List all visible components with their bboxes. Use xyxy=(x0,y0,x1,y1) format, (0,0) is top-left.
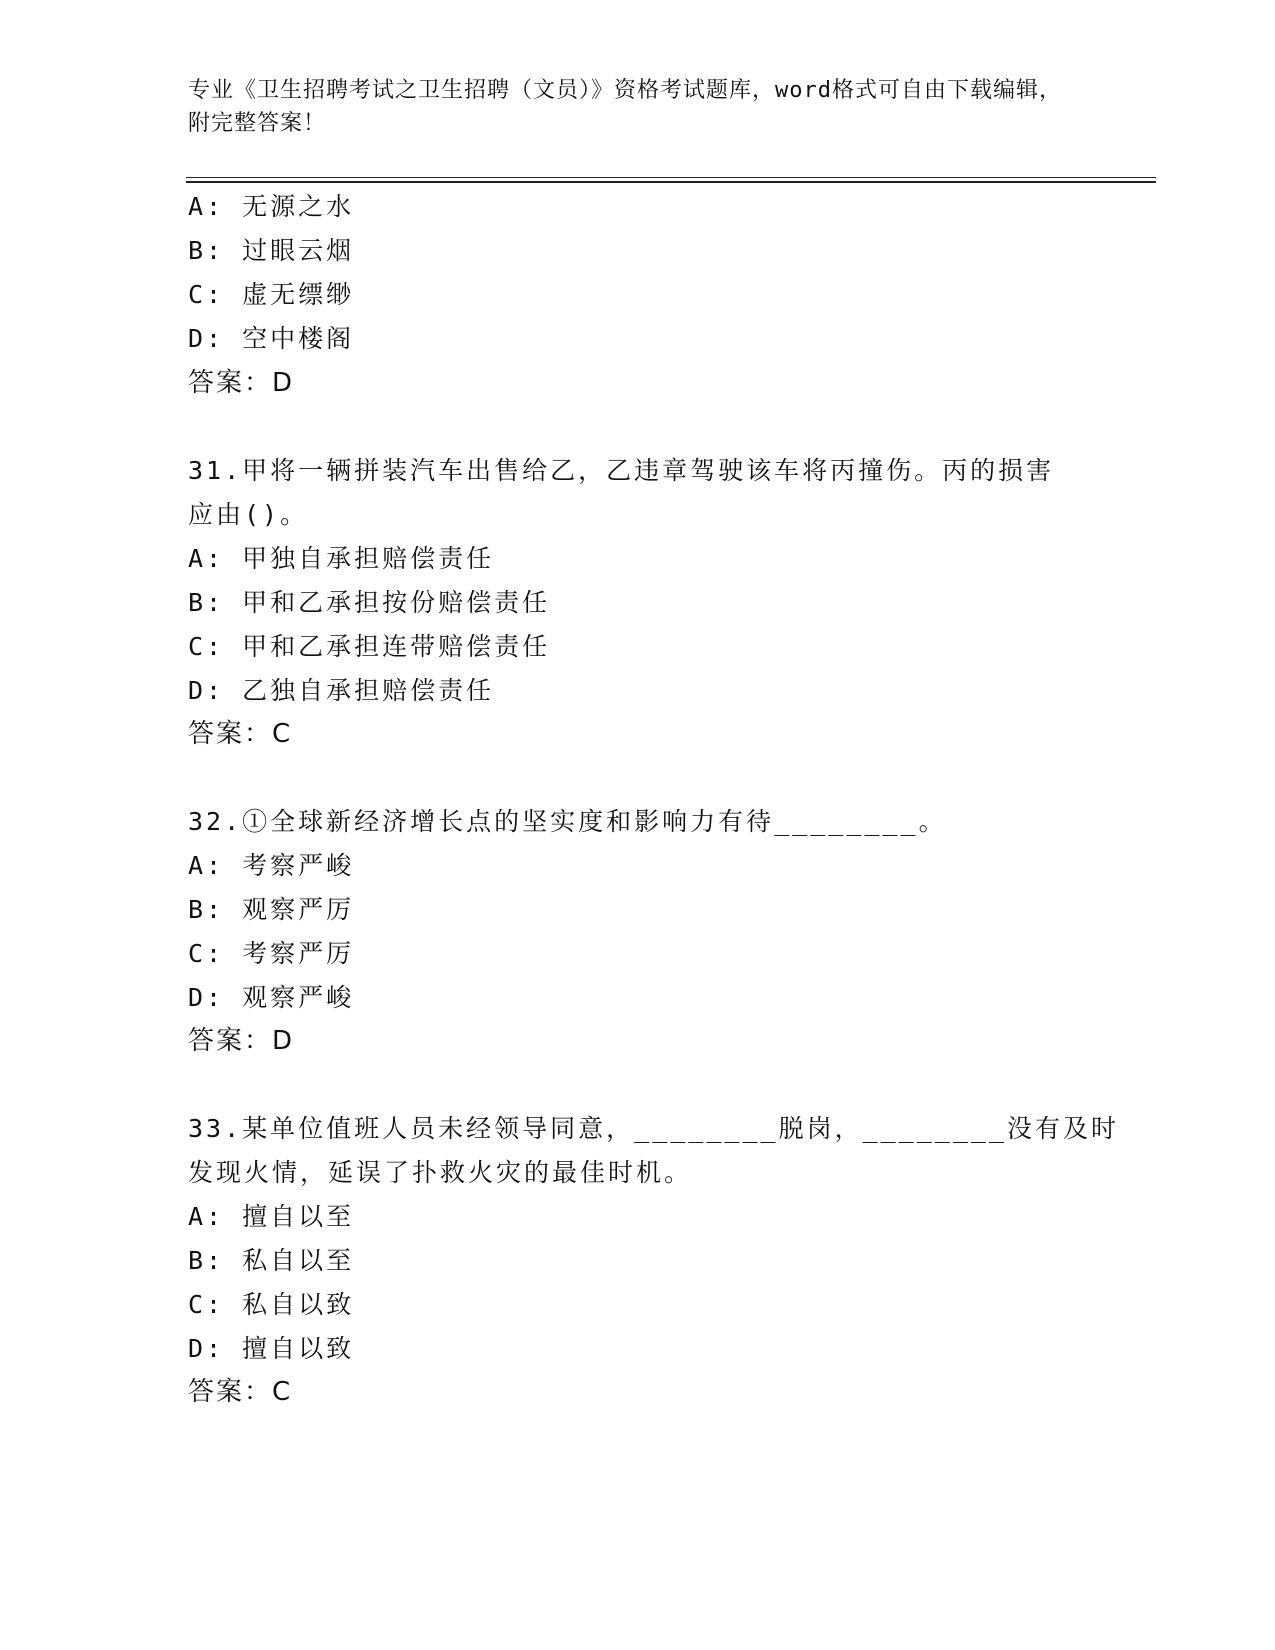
question-stem: 33.某单位值班人员未经领导同意，________脱岗，________没有及时 xyxy=(188,1114,1119,1143)
header-divider-thick xyxy=(186,181,1156,183)
option-b: B: 过眼云烟 xyxy=(188,236,355,265)
option-b: B: 私自以至 xyxy=(188,1246,355,1275)
option-d: D: 观察严峻 xyxy=(188,983,355,1012)
option-d: D: 空中楼阁 xyxy=(188,324,355,353)
answer-line: 答案：D xyxy=(188,368,295,398)
answer-line: 答案：C xyxy=(188,1377,293,1407)
option-a: A: 无源之水 xyxy=(188,192,355,221)
option-c: C: 考察严厉 xyxy=(188,939,355,968)
header-divider-thin xyxy=(186,177,1156,178)
option-d: D: 擅自以致 xyxy=(188,1334,355,1363)
option-b: B: 观察严厉 xyxy=(188,895,355,924)
question-stem: 31.甲将一辆拼装汽车出售给乙，乙违章驾驶该车将丙撞伤。丙的损害 xyxy=(188,456,1055,485)
option-d: D: 乙独自承担赔偿责任 xyxy=(188,676,495,705)
document-header: 专业《卫生招聘考试之卫生招聘（文员）》资格考试题库，word格式可自由下载编辑，附完整答案！ xyxy=(188,78,1062,136)
question-stem-continued: 发现火情，延误了扑救火灾的最佳时机。 xyxy=(188,1158,693,1187)
option-b: B: 甲和乙承担按份赔偿责任 xyxy=(188,588,551,617)
answer-line: 答案：D xyxy=(188,1026,295,1056)
option-c: C: 私自以致 xyxy=(188,1290,355,1319)
option-a: A: 擅自以至 xyxy=(188,1202,355,1231)
option-c: C: 虚无缥缈 xyxy=(188,280,355,309)
option-a: A: 考察严峻 xyxy=(188,851,355,880)
answer-line: 答案：C xyxy=(188,719,293,749)
option-a: A: 甲独自承担赔偿责任 xyxy=(188,544,495,573)
question-stem: 32.①全球新经济增长点的坚实度和影响力有待________。 xyxy=(188,807,947,836)
option-c: C: 甲和乙承担连带赔偿责任 xyxy=(188,632,551,661)
question-stem-continued: 应由()。 xyxy=(188,500,309,529)
